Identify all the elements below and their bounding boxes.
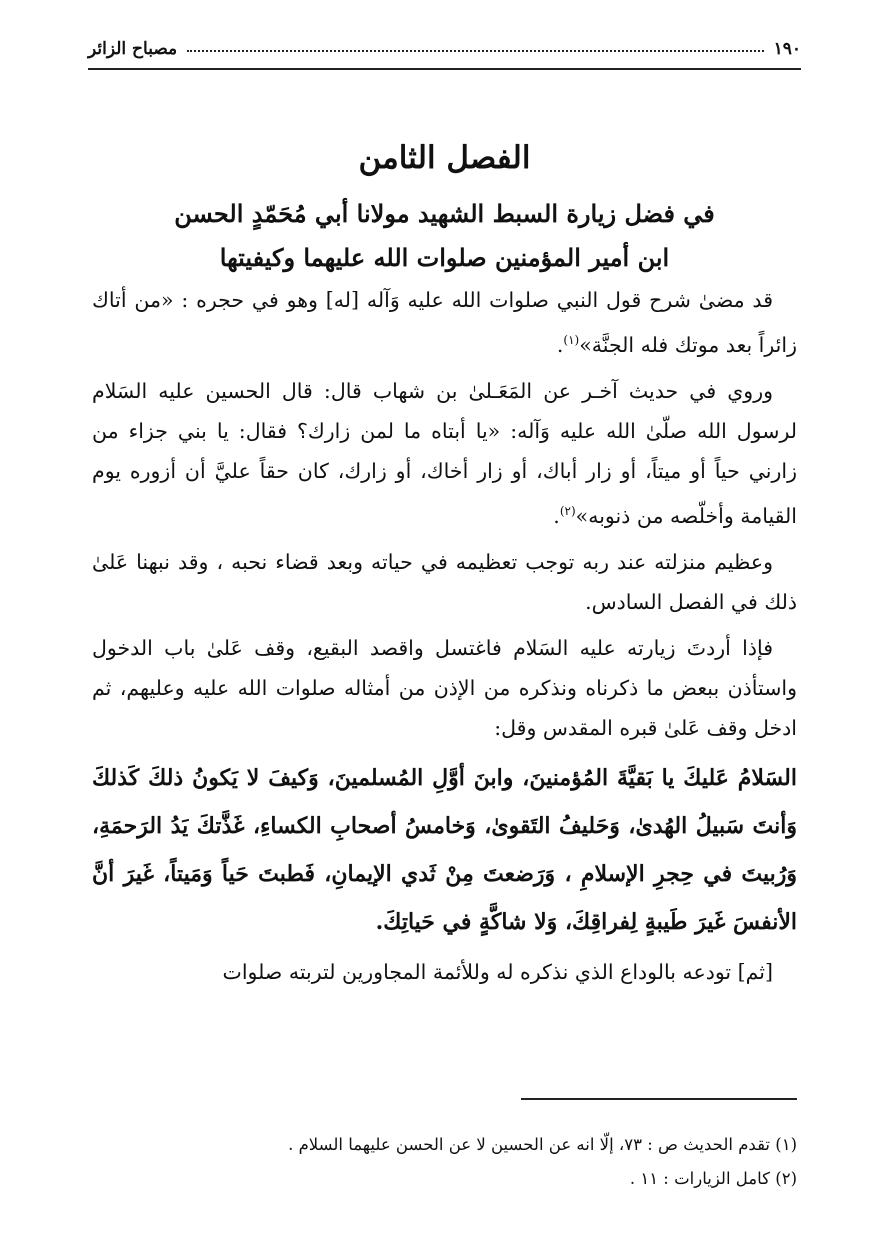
paragraph-1: قد مضىٰ شرح قول النبي صلوات الله عليه وَآله [له] وهو في حجره : «من أتاك زائراً بعد موتك فله الجنَّة»$^{(١)}$. [92,288,797,357]
footnote-rule [521,1098,797,1100]
chapter-subtitle-line1: في فضل زيارة السبط الشهيد مولانا أبي مُحَمّدٍ الحسن [174,199,715,228]
paragraph-2: وروي في حديث آخـر عن المَعَـلىٰ بن شهاب قال: قال الحسين عليه السَلام لرسول الله صلّىٰ الله عليه وَآله: «يا أبتاه ما لمن زارك؟ فقال: يا بني جزاء من زارني حياً أو ميتاً، أو زار أباك، أو زار أخاك، أو زارك، كان حقاً عليَّ أن أزوره يوم القيامة وأخلّصه من ذنوبه»$^{(٢)}$. [92,378,797,528]
footnotes [92,1128,797,1196]
page-body [92,138,797,998]
header-dot-leader [187,50,763,52]
ziyarat-text: السَلامُ عَليكَ يا بَقيَّةَ المُؤمنينَ، وابنَ أوَّلِ المُسلمينَ، وَكيفَ لا يَكونُ ذلكَ كَذلكَ وَأنتَ سَبيلُ الهُدىٰ، وَحَليفُ التَقوىٰ، وَخامسُ أصحابِ الكساءِ، غَذَّتكَ يَدُ الرَحمَةِ، وَرُبيتَ في حِجرِ الإسلامِ ، وَرَضعتَ مِنْ ثَدي الإيمانِ، فَطبتَ حَياً وَمَيتاً، غَيرَ أنَّ الأنفسَ غَيرَ طَيبةٍ لِفراقِكَ، وَلا شاكَّةٍ في حَياتِكَ. [92,764,797,935]
paragraph-4: فإذا أردتَ زيارته عليه السَلام فاغتسل واقصد البقيع، وقف عَلىٰ باب الدخول واستأذن ببعض ما ذكرناه ونذكره من الإذن من أمثاله صلوات الله عليه وعليهم، ثم ادخل وقف عَلىٰ قبره المقدس وقل: [92,635,797,740]
footnote-1: (١) تقدم الحديث ص : ٧٣، إلّا انه عن الحسين لا عن الحسن عليهما السلام . [288,1135,797,1154]
footnote-2: (٢) كامل الزيارات : ١١ . [629,1169,797,1188]
book-title: مصباح الزائر [88,39,178,59]
page-number: ١٩٠ [773,39,801,59]
paragraph-3: وعظيم منزلته عند ربه توجب تعظيمه في حياته وبعد قضاء نحبه ، وقد نبهنا عَلىٰ ذلك في الفصل السادس. [92,549,797,614]
footnote-ref-2: (٢) [559,503,576,518]
paragraph-6: [ثم] تودعه بالوداع الذي نذكره له وللأئمة المجاورين لتربته صلوات [222,959,773,984]
running-header [88,34,801,64]
header-rule [88,68,801,70]
paragraph-2-text: وروي في حديث آخـر عن المَعَـلىٰ بن شهاب قال: قال الحسين عليه السَلام لرسول الله صلّىٰ الله عليه وَآله: «يا أبتاه ما لمن زارك؟ فقال: يا بني جزاء من زارني حياً أو ميتاً، أو زار أباك، أو زار أخاك، أو زارك، كان حقاً عليَّ أن أزوره يوم القيامة وأخلّصه من ذنوبه» [92,378,797,528]
chapter-subtitle-line2: ابن أمير المؤمنين صلوات الله عليهما وكيفيتها [219,243,670,272]
paragraph-1-text: قد مضىٰ شرح قول النبي صلوات الله عليه وَآله [له] وهو في حجره : «من أتاك زائراً بعد موتك فله الجنَّة» [92,288,797,357]
chapter-title: الفصل الثامن [358,140,531,176]
footnote-ref-1: (١) [563,333,580,347]
